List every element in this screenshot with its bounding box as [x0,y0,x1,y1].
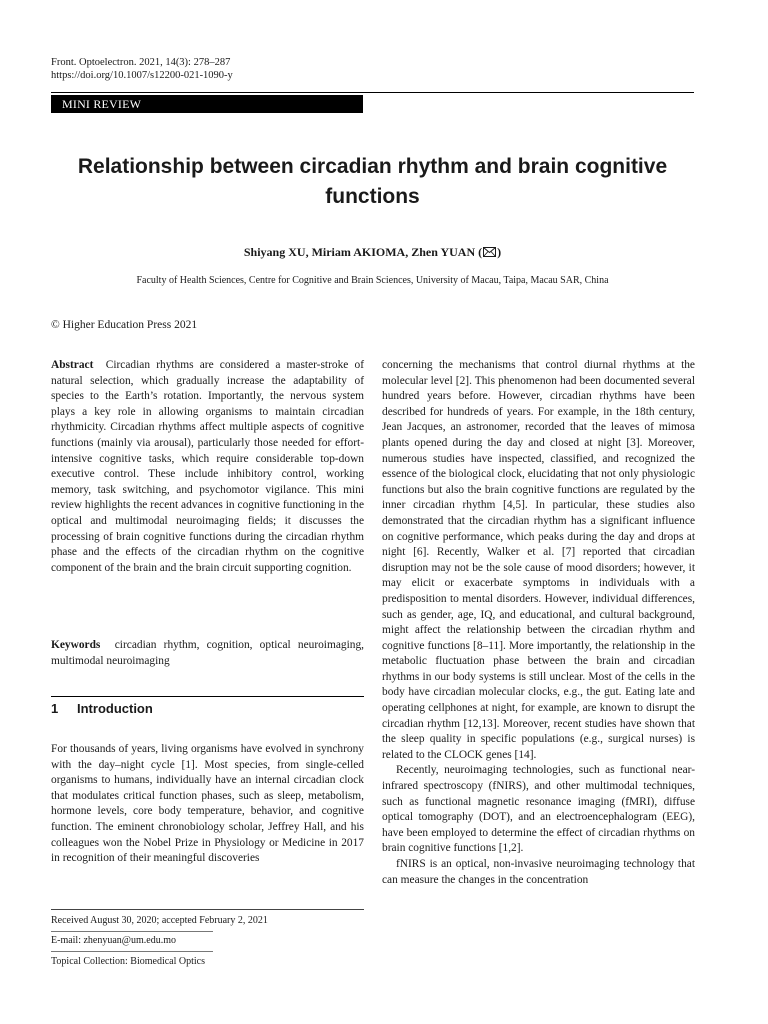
paragraph: fNIRS is an optical, non-invasive neuroimaging technology that can measure the changes in the concentration [382,858,695,886]
section-heading [51,700,153,718]
section-title: Introduction [77,701,153,716]
journal-citation [51,56,233,82]
topical-collection: Topical Collection: Biomedical Optics [51,956,205,967]
open-paren: ( [478,245,483,259]
abstract-block [51,358,364,576]
abstract-text: Circadian rhythms are considered a master-stroke of natural selection, which gradually increase the adaptability of species to the Earth’s rotation. Importantly, the nervous system plays a key role in allowing organisms to maintain circadian rhythmicity. Circadian rhythms affect multiple aspects of cognitive functions (mainly via arousal), particularly those needed for effort-intensive cognitive tasks, which require considerable top-down executive control. These include inhibitory control, working memory, task switching, and psychomotor vigilance. This mini review highlights the recent advances in cognitive functioning in the optical and multimodal neuroimaging fields; it discusses the processing of brain cognitive functions during the circadian rhythm phase and the effects of the circadian rhythm on the cognitive component of the brain and the brain circuit supporting cognition. [51,359,364,574]
footnote-divider [51,951,213,952]
keywords-text: circadian rhythm, cognition, optical neuroimaging, multimodal neuroimaging [51,639,364,667]
keywords-block [51,638,364,669]
author-list [60,244,685,260]
affiliation: Faculty of Health Sciences, Centre for Cognitive and Brain Sciences, University of Macau, Taipa, Macau SAR, China [136,275,609,286]
footnote-rule [51,909,364,910]
abstract-label: Abstract [51,359,94,371]
copyright-notice: © Higher Education Press 2021 [51,319,198,331]
intro-text: For thousands of years, living organisms have evolved in synchrony with the day–night cycle [1]. Most species, from single-celled organisms to humans, individually have an internal circadian clock that modulates critical function phases, such as sleep, metabolism, hormone levels, core body temperature, behavior, and cognitive function. The eminent chronobiology scholar, Jeffrey Hall, and his colleagues won the Nobel Prize in Physiology or Medicine in 2017 in recognition of their meaningful discoveries [51,743,364,865]
footnote-divider [51,931,213,932]
envelope-icon[interactable] [483,247,496,257]
journal-info: Front. Optoelectron. 2021, 14(3): 278–287 [51,57,231,68]
author-names[interactable]: Shiyang XU, Miriam AKIOMA, Zhen YUAN [243,245,476,259]
close-paren: ) [497,245,502,259]
received-date: Received August 30, 2020; accepted February 2, 2021 [51,915,268,926]
section-rule [51,696,364,697]
section-number: 1 [51,701,59,716]
article-type-banner: MINI REVIEW [51,95,363,113]
article-title: Relationship between circadian rhythm and brain cognitive functions [77,155,668,208]
paragraph: Recently, neuroimaging technologies, such as functional near-infrared spectroscopy (fNIRS), and other multimodal techniques, such as functional magnetic resonance imaging (fMRI), diffuse optical tomography (DOT), and an electroencephalogram (EEG), have been employed to determine the effect of circadian rhythms on brain cognitive functions [1,2]. [382,764,695,855]
intro-paragraph [51,742,364,867]
doi-link[interactable]: https://doi.org/10.1007/s12200-021-1090-y [51,70,233,81]
paragraph: concerning the mechanisms that control diurnal rhythms at the molecular level [2]. This phenomenon had been documented several hundred years before. However, circadian rhythms have been described for hundreds of years. For example, in the 18th century, Jean Jacques, an astronomer, recorded that the leaves of mimosa plants opened during the day and closed at night [3]. Moreover, numerous studies have inspected, classified, and recognized the essence of the biological clock, elucidating that not only physiologic functions but also the brain cognitive functions are regulated by the inner circadian rhythm [4,5]. In particular, these studies also demonstrated that the circadian rhythm has a significant influence on cognitive performance, which peaks during the day and drops at night [6]. Recently, Walker et al. [7] reported that circadian disruption may not be the sole cause of mood disorders; however, it may elicit or exacerbate symptoms in individuals with a predisposition to mental disorders. However, individual differences, such as gender, age, IQ, and educational, and cultural background, might affect the relationship between the circadian rhythm and cognitive functions [8–11]. More importantly, the relationship in the metabolic fluctuation phase between the brain and circadian rhythms in our body systems is still unclear. Most of the cells in the body have circadian molecular clocks, e.g., the gut. Eating late and operating cellphones at night, for example, are known to disrupt the circadian rhythm [12,13]. Moreover, recent studies have shown that the sleep quality in specific populations (e.g., surgical nurses) is related to the CLOCK genes [14]. [382,359,695,761]
keywords-label: Keywords [51,639,101,651]
contact-email[interactable]: E-mail: zhenyuan@um.edu.mo [51,935,177,946]
header-rule [51,92,694,93]
right-column-body [382,358,695,888]
